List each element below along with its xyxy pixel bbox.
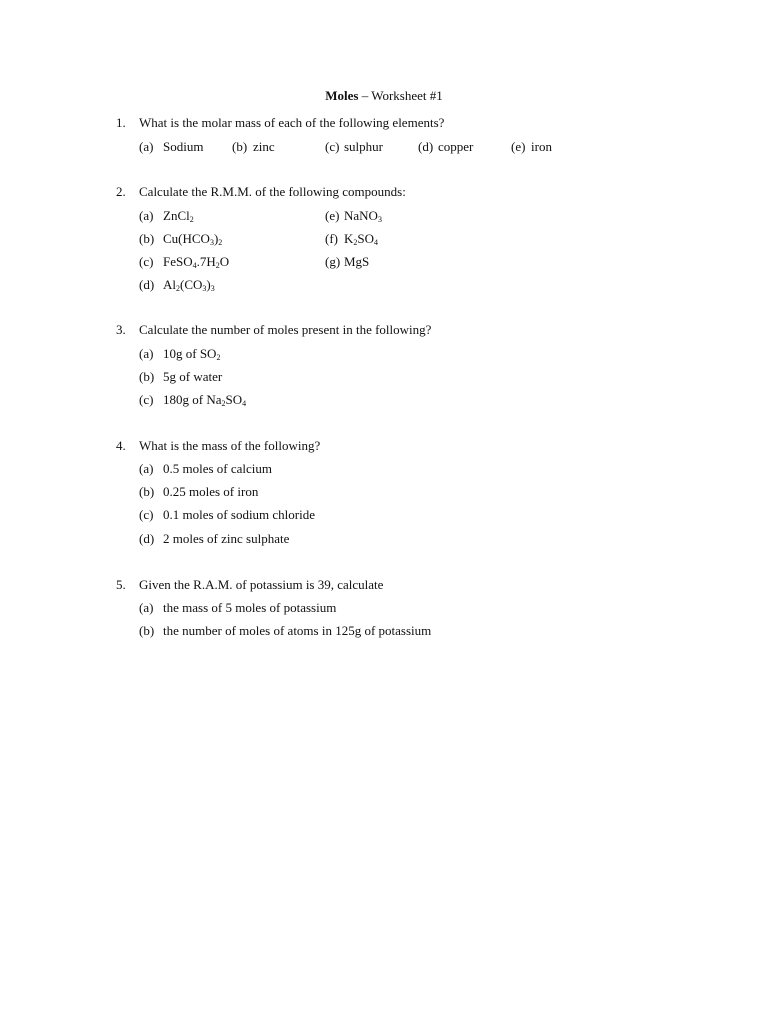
question-5-number: 5. — [116, 577, 126, 592]
formula-al2co3-3: $Al_2(CO_3)_3$ — [163, 277, 215, 293]
formula-zncl2: ZnCl$_2$ — [163, 208, 194, 224]
option-label: (b) — [139, 623, 155, 638]
formula-subscript: 3 — [202, 284, 207, 293]
formula-subscript: 2 — [216, 353, 221, 362]
formula-subscript: 3 — [209, 238, 214, 247]
option-text: 5g of water — [163, 369, 223, 384]
title-rest: – Worksheet #1 — [358, 88, 443, 103]
option-label: (c) — [139, 507, 154, 522]
formula-subscript: 4 — [192, 261, 197, 270]
option-label: (a) — [139, 139, 154, 154]
formula-subscript: 3 — [377, 215, 382, 224]
option-label: (c) — [139, 392, 154, 407]
formula-nano3: NaNO$_3$ — [344, 208, 382, 224]
option-text: zinc — [253, 139, 275, 154]
question-1-text: What is the molar mass of each of the following elements? — [139, 115, 445, 130]
formula-subscript: 2 — [221, 399, 226, 408]
option-label: (d) — [139, 277, 155, 292]
option-text: 180g of $Na_2SO_4$ — [163, 392, 247, 408]
option-label: (a) — [139, 600, 154, 615]
option-text: 0.25 moles of iron — [163, 484, 259, 499]
option-label: (a) — [139, 208, 154, 223]
option-label: (b) — [139, 484, 155, 499]
option-text: copper — [438, 139, 474, 154]
question-2-number: 2. — [116, 184, 126, 199]
question-5-text: Given the R.A.M. of potassium is 39, calculate — [139, 577, 384, 592]
option-text: iron — [531, 139, 552, 154]
option-text: sulphur — [344, 139, 383, 154]
question-1-number: 1. — [116, 115, 126, 130]
option-label: (b) — [139, 369, 155, 384]
question-4-number: 4. — [116, 438, 126, 453]
page-title — [0, 87, 768, 104]
option-label: (e) — [511, 139, 526, 154]
option-label: (b) — [139, 231, 155, 246]
option-label: (a) — [139, 461, 154, 476]
option-text: 2 moles of zinc sulphate — [163, 531, 290, 546]
formula-subscript: 2 — [353, 238, 358, 247]
formula-subscript: 4 — [374, 238, 379, 247]
formula-cuhco3-2: $Cu(HCO_3)_2$ — [163, 231, 223, 247]
option-label: (e) — [325, 208, 340, 223]
formula-k2so4: $K_2SO_4$ — [344, 231, 379, 247]
question-3-text: Calculate the number of moles present in the following? — [139, 322, 432, 337]
option-label: (g) — [325, 254, 341, 269]
formula-mgs: MgS — [344, 254, 370, 269]
option-text: 0.1 moles of sodium chloride — [163, 507, 316, 522]
formula-subscript: 2 — [176, 284, 180, 293]
option-label: (c) — [139, 254, 154, 269]
formula-subscript: 2 — [189, 215, 194, 224]
question-4-text: What is the mass of the following? — [139, 438, 321, 453]
formula-subscript: 4 — [242, 399, 247, 408]
option-text: 0.5 moles of calcium — [163, 461, 273, 476]
option-text: Sodium — [163, 139, 204, 154]
option-label: (c) — [325, 139, 340, 154]
option-text: 10g of $SO_2$ — [163, 346, 221, 362]
formula-subscript: 2 — [218, 238, 223, 247]
title-bold: Moles — [325, 88, 359, 103]
option-label: (b) — [232, 139, 248, 154]
option-label: (d) — [139, 531, 155, 546]
question-2-text: Calculate the R.M.M. of the following compounds: — [139, 184, 406, 199]
option-label: (d) — [418, 139, 434, 154]
formula-subscript: 3 — [210, 284, 215, 293]
formula-subscript: 2 — [215, 261, 220, 270]
option-label: (a) — [139, 346, 154, 361]
formula-feso4-7h2o: $FeSO_4.7H_2O$ — [163, 254, 230, 270]
option-label: (f) — [325, 231, 338, 246]
option-text: the number of moles of atoms in 125g of potassium — [163, 623, 432, 638]
question-3-number: 3. — [116, 322, 126, 337]
option-text: the mass of 5 moles of potassium — [163, 600, 337, 615]
